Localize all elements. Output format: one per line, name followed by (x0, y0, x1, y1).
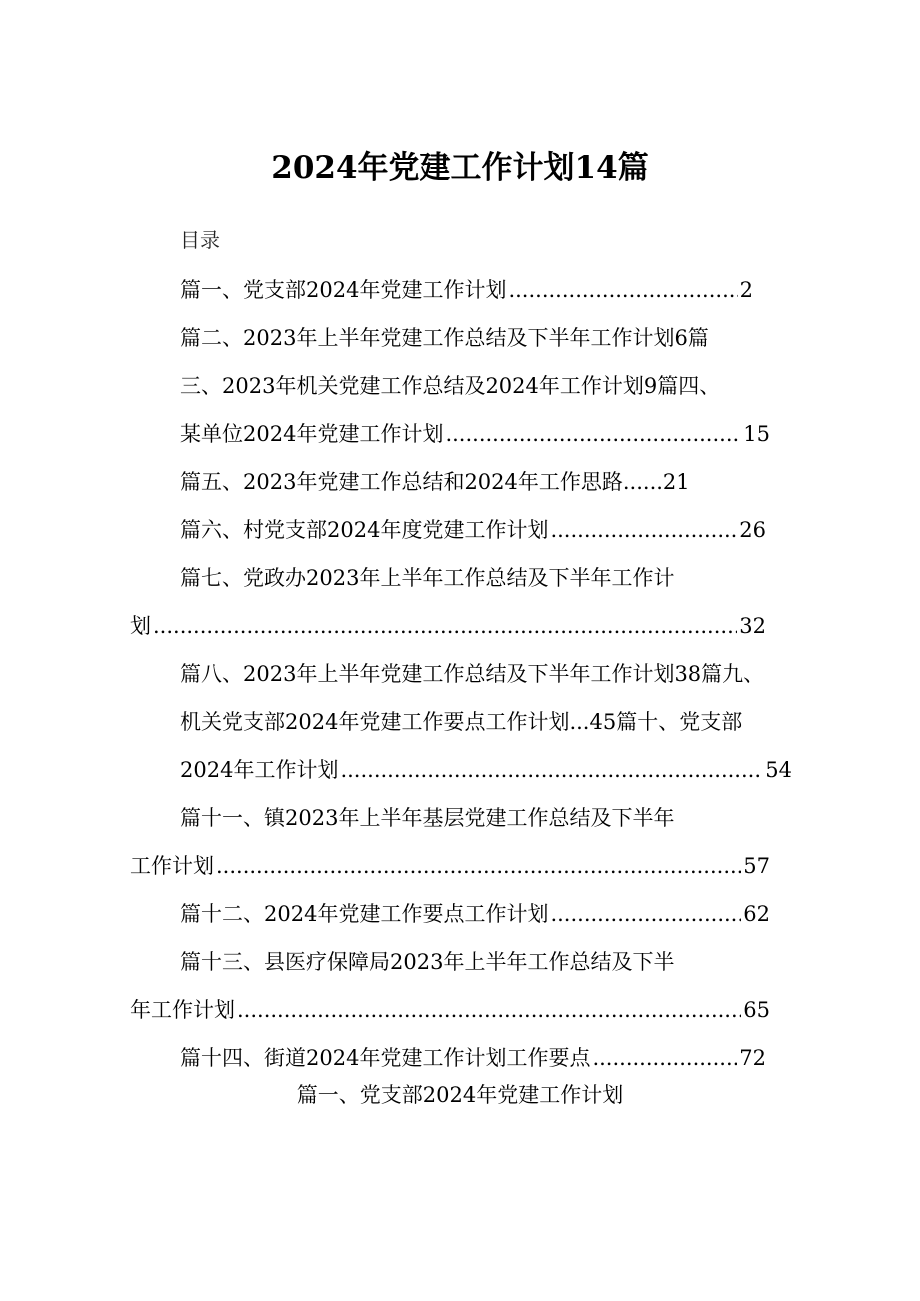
toc-entry[interactable] (130, 995, 770, 1025)
toc-entry[interactable] (180, 803, 674, 833)
toc-entry-text: 篇一、党支部2024年党建工作计划 (180, 278, 507, 302)
toc-entry-text: 篇七、党政办2023年上半年工作总结及下半年工作计 (180, 566, 675, 590)
toc-leader-dots (153, 611, 737, 641)
toc-entry-text: 2024年工作计划 (180, 758, 339, 782)
toc-entry-text: 篇十四、街道2024年党建工作计划工作要点 (180, 1046, 591, 1070)
toc-entry-text: 篇十二、2024年党建工作要点工作计划 (180, 902, 549, 926)
toc-entry[interactable] (130, 611, 766, 641)
toc-entry[interactable] (180, 755, 792, 785)
toc-entry-text: 划 (130, 614, 151, 638)
toc-entry[interactable] (180, 467, 690, 497)
toc-entry[interactable] (180, 419, 770, 449)
toc-page-number: 2 (739, 278, 753, 302)
toc-entry-text: 篇八、2023年上半年党建工作总结及下半年工作计划38篇九、 (180, 662, 765, 686)
toc-entry[interactable] (180, 947, 674, 977)
toc-entry-text: 篇十三、县医疗保障局2023年上半年工作总结及下半 (180, 950, 675, 974)
toc-leader-dots (592, 1043, 737, 1073)
toc-entry-text: 篇五、2023年党建工作总结和2024年工作思路......21 (180, 470, 690, 494)
toc-entry[interactable] (180, 659, 764, 689)
toc-entry[interactable] (180, 515, 766, 545)
toc-entry-text: 三、2023年机关党建工作总结及2024年工作计划9篇四、 (180, 374, 721, 398)
toc-entry-text: 篇二、2023年上半年党建工作总结及下半年工作计划6篇 (180, 326, 709, 350)
toc-entry[interactable] (180, 275, 753, 305)
toc-entry[interactable] (180, 323, 709, 353)
toc-entry-text: 工作计划 (130, 854, 214, 878)
toc-page-number: 32 (739, 614, 766, 638)
document-title: 2024年党建工作计划14篇 (271, 150, 649, 186)
toc-page-number: 62 (743, 902, 770, 926)
toc-leader-dots (550, 899, 741, 929)
toc-leader-dots (445, 419, 741, 449)
toc-entry-text: 年工作计划 (130, 998, 235, 1022)
toc-entry-text: 篇十一、镇2023年上半年基层党建工作总结及下半年 (180, 806, 675, 830)
toc-page-number: 54 (765, 758, 792, 782)
toc-label: 目录 (180, 228, 220, 252)
toc-entry-text: 机关党支部2024年党建工作要点工作计划...45篇十、党支部 (180, 710, 743, 734)
toc-entry[interactable] (180, 371, 720, 401)
toc-page-number: 57 (743, 854, 770, 878)
toc-leader-dots (216, 851, 741, 881)
toc-entry[interactable] (180, 1043, 766, 1073)
toc-leader-dots (550, 515, 737, 545)
toc-entry-text: 篇六、村党支部2024年度党建工作计划 (180, 518, 549, 542)
toc-leader-dots (508, 275, 737, 305)
toc-entry[interactable] (130, 851, 770, 881)
toc-page-number: 26 (739, 518, 766, 542)
toc-page-number: 72 (739, 1046, 766, 1070)
toc-page-number: 15 (743, 422, 770, 446)
toc-leader-dots (237, 995, 741, 1025)
section-heading: 篇一、党支部2024年党建工作计划 (296, 1083, 624, 1107)
toc-entry[interactable] (180, 707, 742, 737)
toc-leader-dots (340, 755, 763, 785)
toc-entry-text: 某单位2024年党建工作计划 (180, 422, 444, 446)
toc-page-number: 65 (743, 998, 770, 1022)
toc-entry[interactable] (180, 899, 770, 929)
toc-entry[interactable] (180, 563, 674, 593)
